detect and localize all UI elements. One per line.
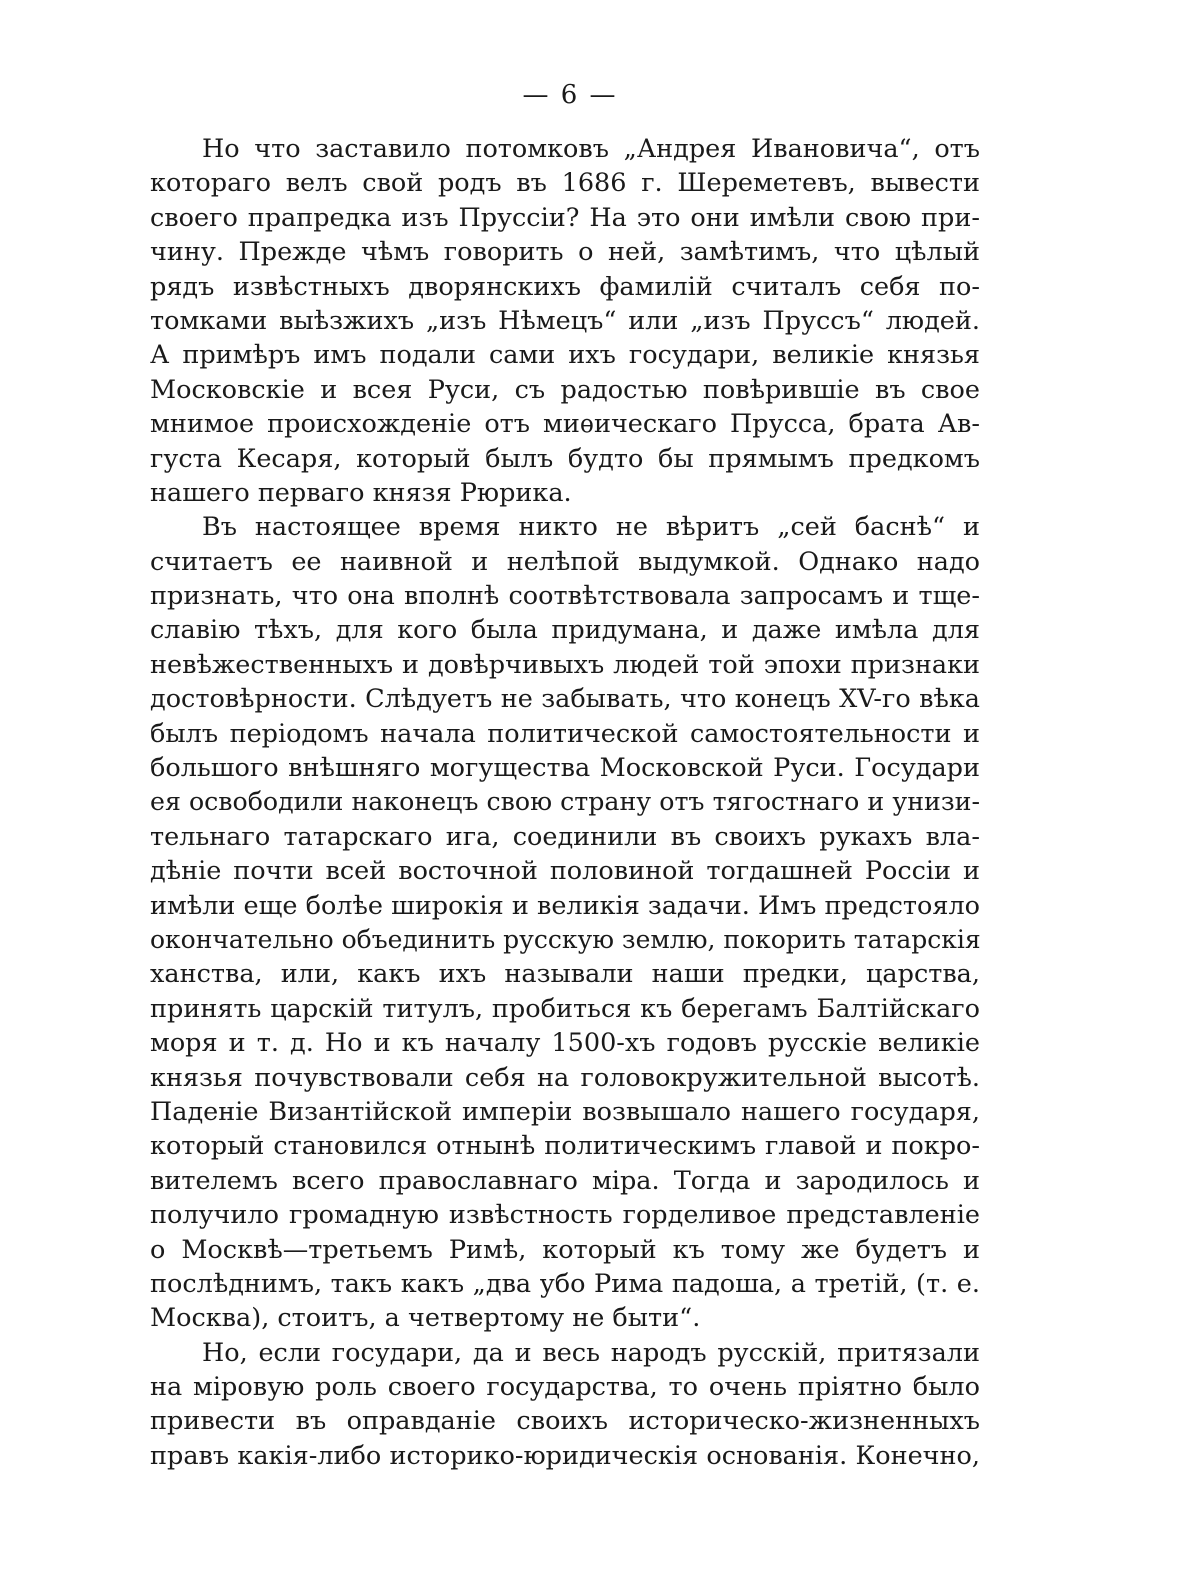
paragraph-1-line-9: мнимое происхожденіе отъ миѳическаго Прусса, брата Ав- <box>150 409 980 440</box>
page-number: — 6 — <box>522 80 618 110</box>
paragraph-1-line-8: Московскіе и всея Руси, съ радостью повѣрившіе въ свое <box>150 374 980 405</box>
paragraph-2-line-20: вителемъ всего православнаго міра. Тогда и зародилось и <box>150 1165 980 1196</box>
paragraph-2-line-18: Паденіе Византійской имперіи возвышало нашего государя, <box>150 1096 980 1127</box>
paragraph-2-line-2: считаетъ ее наивной и нелѣпой выдумкой. Однако надо <box>150 546 980 577</box>
paragraph-2-line-16: моря и т. д. Но и къ началу 1500-хъ годовъ русскіе великіе <box>150 1028 980 1059</box>
paragraph-2-line-6: достовѣрности. Слѣдуетъ не забывать, что конецъ XV-го вѣка <box>150 684 980 715</box>
paragraph-1-line-6: томками выѣзжихъ „изъ Нѣмецъ“ или „изъ Пруссъ“ людей. <box>150 305 980 336</box>
paragraph-1-line-11: нашего перваго князя Рюрика. <box>150 477 572 508</box>
paragraph-2-line-5: невѣжественныхъ и довѣрчивыхъ людей той эпохи признаки <box>150 649 980 680</box>
paragraph-2-line-3: признать, что она вполнѣ соотвѣтствовала запросамъ и тще- <box>150 581 980 612</box>
paragraph-2-line-1: Въ настоящее время никто не вѣритъ „сей баснѣ“ и <box>202 512 980 543</box>
paragraph-2-line-4: славію тѣхъ, для кого была придумана, и даже имѣла для <box>150 615 980 646</box>
paragraph-2-line-7: былъ періодомъ начала политической самостоятельности и <box>150 718 980 749</box>
paragraph-1-line-2: котораго велъ свой родъ въ 1686 г. Шереметевъ, вывести <box>150 168 980 199</box>
paragraph-1-line-3: своего прапредка изъ Пруссіи? На это они имѣли свою при- <box>150 202 980 233</box>
paragraph-2-line-15: принять царскій титулъ, пробиться къ берегамъ Балтійскаго <box>150 993 980 1024</box>
paragraph-1-line-4: чину. Прежде чѣмъ говорить о ней, замѣтимъ, что цѣлый <box>150 237 980 268</box>
paragraph-1-line-5: рядъ извѣстныхъ дворянскихъ фамилій считалъ себя по- <box>150 271 980 302</box>
body-text <box>150 132 980 1473</box>
paragraph-2-line-13: окончательно объединить русскую землю, покорить татарскія <box>150 924 981 954</box>
paragraph-2-line-22: о Москвѣ—третьемъ Римѣ, который къ тому же будетъ и <box>150 1234 980 1265</box>
paragraph-2-line-24: Москва), стоитъ, а четвертому не быти“. <box>150 1303 701 1334</box>
paragraph-3-line-4: правъ какія-либо историко-юридическія основанія. Конечно, <box>150 1440 980 1471</box>
paragraph-3-line-2: на міровую роль своего государства, то очень пріятно было <box>150 1372 980 1403</box>
paragraph-2-line-21: получило громадную извѣстность горделивое представленіе <box>150 1200 980 1231</box>
paragraph-2-line-8: большого внѣшняго могущества Московской Руси. Государи <box>150 753 980 784</box>
paragraph-2-line-12: имѣли еще болѣе широкія и великія задачи. Имъ предстояло <box>150 890 980 921</box>
paragraph-3-line-1: Но, если государи, да и весь народъ русскій, притязали <box>202 1337 980 1368</box>
paragraph-2-line-14: ханства, или, какъ ихъ называли наши предки, царства, <box>150 959 980 990</box>
paragraph-1-line-1: Но что заставило потомковъ „Андрея Ивановича“, отъ <box>202 134 980 164</box>
paragraph-1-line-7: А примѣръ имъ подали сами ихъ государи, великіе князья <box>150 340 980 371</box>
paragraph-2-line-11: дѣніе почти всей восточной половиной тогдашней Россіи и <box>150 856 980 887</box>
paragraph-2-line-17: князья почувствовали себя на головокружительной высотѣ. <box>150 1062 980 1093</box>
paragraph-2-line-23: послѣднимъ, такъ какъ „два убо Рима падоша, а третій, (т. е. <box>150 1268 980 1299</box>
paragraph-2-line-9: ея освободили наконецъ свою страну отъ тягостнаго и унизи- <box>150 787 980 817</box>
paragraph-2-line-19: который становился отнынѣ политическимъ главой и покро- <box>150 1131 980 1162</box>
paragraph-1-line-10: густа Кесаря, который былъ будто бы прямымъ предкомъ <box>150 443 980 474</box>
paragraph-3-line-3: привести въ оправданіе своихъ историческо-жизненныхъ <box>150 1406 980 1437</box>
paragraph-2-line-10: тельнаго татарскаго ига, соединили въ своихъ рукахъ вла- <box>150 821 980 852</box>
